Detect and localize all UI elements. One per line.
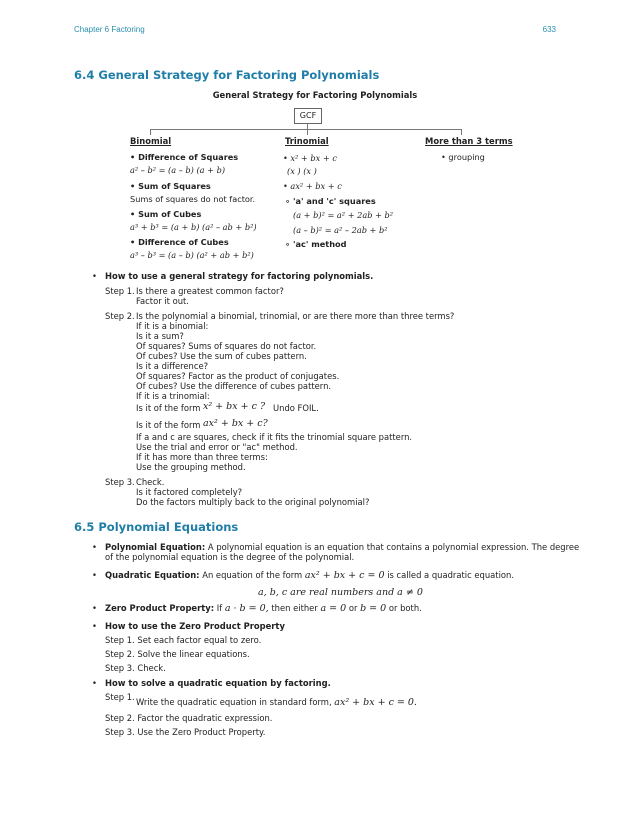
term: Zero Product Property: [105,603,215,613]
step2-line: Of cubes? Use the difference of cubes pattern. [136,381,332,391]
step2-line: If it is a binomial: [136,321,209,331]
tree-branch-binomial [150,129,151,135]
step2-label: Step 2. [105,311,135,321]
binomial-diff-cubes: • Difference of Cubes [130,237,229,247]
bullet: • [92,542,97,552]
quadratic-factoring-howto-title: How to solve a quadratic equation by factoring. [105,678,331,688]
step2-line: Use the grouping method. [136,462,246,472]
text: or [348,603,358,613]
definition: A polynomial equation is an equation that contains a polynomial expression. The degree [207,542,580,552]
trinomial-x2-factors: (x ) (x ) [287,166,317,176]
step2-line: Undo FOIL. [273,403,319,413]
step2-line: If it is a trinomial: [136,391,210,401]
binomial-diff-squares: • Difference of Squares [130,152,239,162]
zp-step2: Step 2. Solve the linear equations. [105,649,250,659]
step3-line: Do the factors multiply back to the original polynomial? [136,497,370,507]
tree-crossbar [150,129,462,130]
binomial-diff-cubes-formula: a³ – b³ = (a – b) (a² + ab + b²) [130,250,254,260]
qf-step3: Step 3. Use the Zero Product Property. [105,727,266,737]
step2-line: Of squares? Sums of squares do not factor. [136,341,317,351]
text: then either [271,603,318,613]
step3-line: Is it factored completely? [136,487,243,497]
quadratic-equation-def [105,570,514,581]
trinomial-ac-method: ∘ 'ac' method [285,239,347,249]
math-expression: a = 0 [320,603,347,614]
term: Polynomial Equation: [105,542,206,552]
more-terms-grouping: • grouping [441,152,485,162]
binomial-sum-squares-note: Sums of squares do not factor. [130,194,256,204]
zero-product-def [105,603,422,614]
step1-label: Step 1. [105,286,135,296]
definition: is called a quadratic equation. [387,570,514,580]
qf-step2: Step 2. Factor the quadratic expression. [105,713,273,723]
binomial-sum-cubes: • Sum of Cubes [130,209,202,219]
step3-line: Check. [136,477,165,487]
step2-line: If it has more than three terms: [136,452,268,462]
trinomial-ax2-form: • ax² + bx + c [283,181,342,191]
text: Write the quadratic equation in standard form, [136,697,332,707]
polynomial-equation-def [105,542,579,552]
math-expression: b = 0 [360,603,387,614]
math-expression: ax² + bx + c = 0 [304,570,385,581]
bullet: • [92,678,97,688]
binomial-diff-squares-formula: a² – b² = (a – b) (a + b) [130,165,226,175]
math-expression: ax² + bx + c = 0. [334,697,417,708]
zp-step1: Step 1. Set each factor equal to zero. [105,635,262,645]
polynomial-equation-def-cont: of the polynomial equation is the degree of the polynomial. [105,552,355,562]
definition: An equation of the form [202,570,303,580]
gcf-box: GCF [294,108,322,124]
step2-line: Of squares? Factor as the product of conjugates. [136,371,340,381]
figure-title: General Strategy for Factoring Polynomials [212,90,418,100]
qf-step1-text [136,697,417,708]
section-6-5-title: 6.5 Polynomial Equations [74,520,239,534]
zp-step3: Step 3. Check. [105,663,166,673]
column-binomial: Binomial [130,136,172,146]
section-6-4-title: 6.4 General Strategy for Factoring Polynomials [74,68,380,82]
howto-strategy-title: How to use a general strategy for factoring polynomials. [105,271,374,281]
bullet: • [92,271,97,281]
column-trinomial: Trinomial [285,136,329,146]
text: or both. [388,603,422,613]
binomial-sum-squares: • Sum of Squares [130,181,211,191]
trinomial-square-sum: (a + b)² = a² + 2ab + b² [293,210,394,220]
trinomial-ac-squares: ∘ 'a' and 'c' squares [285,196,376,206]
step1-line1: Is there a greatest common factor? [136,286,284,296]
trinomial-square-diff: (a – b)² = a² – 2ab + b² [293,225,388,235]
bullet: • [92,570,97,580]
trinomial-x2-form: • x² + bx + c [283,153,337,163]
page-number: 633 [542,25,556,34]
bullet: • [92,621,97,631]
step2-line: Is the polynomial a binomial, trinomial, or are there more than three terms? [136,311,455,321]
step1-line2: Factor it out. [136,296,189,306]
qf-step1-label: Step 1. [105,692,135,702]
term: Quadratic Equation: [105,570,200,580]
step2-line: Of cubes? Use the sum of cubes pattern. [136,351,307,361]
step2-line: If a and c are squares, check if it fits the trinomial square pattern. [136,432,413,442]
tree-branch-more [461,129,462,135]
step2-line: Is it of the form [136,420,201,430]
step3-label: Step 3. [105,477,135,487]
bullet: • [92,603,97,613]
tree-branch-trinomial [307,129,308,135]
zero-product-howto-title: How to use the Zero Product Property [105,621,285,631]
step2-line: Is it a difference? [136,361,209,371]
step2-line: Is it of the form [136,403,201,413]
step2-line: Is it a sum? [136,331,184,341]
math-expression: a · b = 0, [224,603,269,614]
math-expression: ax² + bx + c? [203,418,268,429]
quadratic-condition: a, b, c are real numbers and a ≠ 0 [258,587,423,598]
binomial-sum-cubes-formula: a³ + b³ = (a + b) (a² – ab + b²) [130,222,257,232]
column-more-terms: More than 3 terms [425,136,513,146]
running-header-chapter: Chapter 6 Factoring [74,25,145,34]
math-expression: x² + bx + c ? [203,401,266,412]
step2-line: Use the trial and error or "ac" method. [136,442,298,452]
text: If [216,603,223,613]
